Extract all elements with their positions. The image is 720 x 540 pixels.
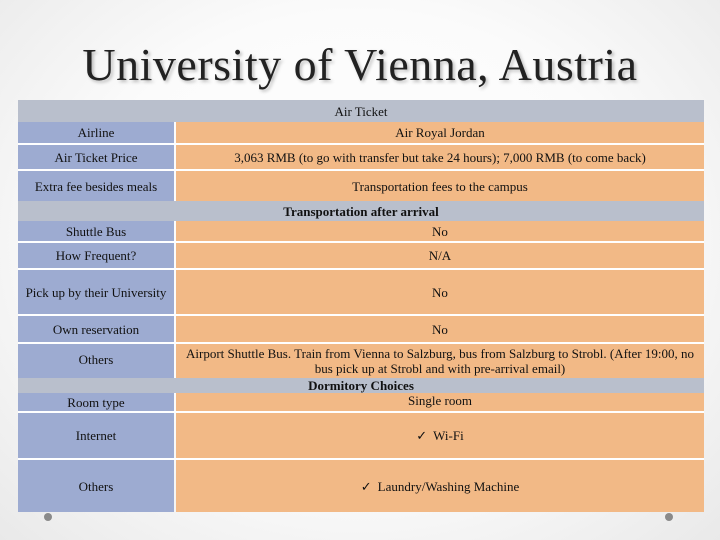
checkmark-icon: ✓ — [416, 428, 428, 443]
row-label: Internet — [18, 413, 174, 458]
decorative-dot-left — [44, 513, 52, 521]
table-row-others-dorm — [18, 460, 704, 512]
row-value: 3,063 RMB (to go with transfer but take 24 hours); 7,000 RMB (to come back) — [176, 145, 704, 169]
row-value: Air Royal Jordan — [176, 122, 704, 143]
row-label: Pick up by their University — [18, 270, 174, 314]
table-row-shuttle — [18, 221, 704, 241]
table-row-room-type — [18, 393, 704, 411]
table-row-internet — [18, 413, 704, 458]
row-value — [176, 413, 704, 458]
table-row-extra-fee — [18, 171, 704, 201]
row-value: No — [176, 221, 704, 241]
table-row-price — [18, 145, 704, 169]
row-value — [176, 460, 704, 512]
section-title-dormitory: Dormitory Choices — [308, 378, 414, 393]
row-value: No — [176, 316, 704, 342]
internet-value-text: Wi-Fi — [433, 428, 464, 443]
row-label: Air Ticket Price — [18, 145, 174, 169]
row-value: No — [176, 270, 704, 314]
row-value: N/A — [176, 243, 704, 268]
others-dorm-value-text: Laundry/Washing Machine — [377, 478, 520, 494]
row-label: Others — [18, 344, 174, 378]
table-row-reservation — [18, 316, 704, 342]
decorative-dot-right — [665, 513, 673, 521]
row-label: Shuttle Bus — [18, 221, 174, 241]
row-label: Extra fee besides meals — [18, 171, 174, 201]
table-row-airline — [18, 122, 704, 143]
table-row-pickup — [18, 270, 704, 314]
row-label: How Frequent? — [18, 243, 174, 268]
row-label: Others — [18, 460, 174, 512]
table-row-frequency — [18, 243, 704, 268]
row-label: Airline — [18, 122, 174, 143]
page-title: University of Vienna, Austria — [82, 39, 638, 90]
section-title-transportation: Transportation after arrival — [283, 204, 439, 219]
section-title-air-ticket: Air Ticket — [334, 104, 388, 119]
checkmark-icon: ✓ — [360, 478, 372, 494]
row-value: Transportation fees to the campus — [176, 171, 704, 201]
row-value: Single room — [176, 393, 704, 411]
row-label: Room type — [18, 393, 174, 411]
row-value: Airport Shuttle Bus. Train from Vienna to Salzburg, bus from Salzburg to Strobl. (After 19:00, no bus pick up at Strobl and with pre-arrival email) — [176, 344, 704, 378]
row-label: Own reservation — [18, 316, 174, 342]
table-row-others-transport — [18, 344, 704, 378]
